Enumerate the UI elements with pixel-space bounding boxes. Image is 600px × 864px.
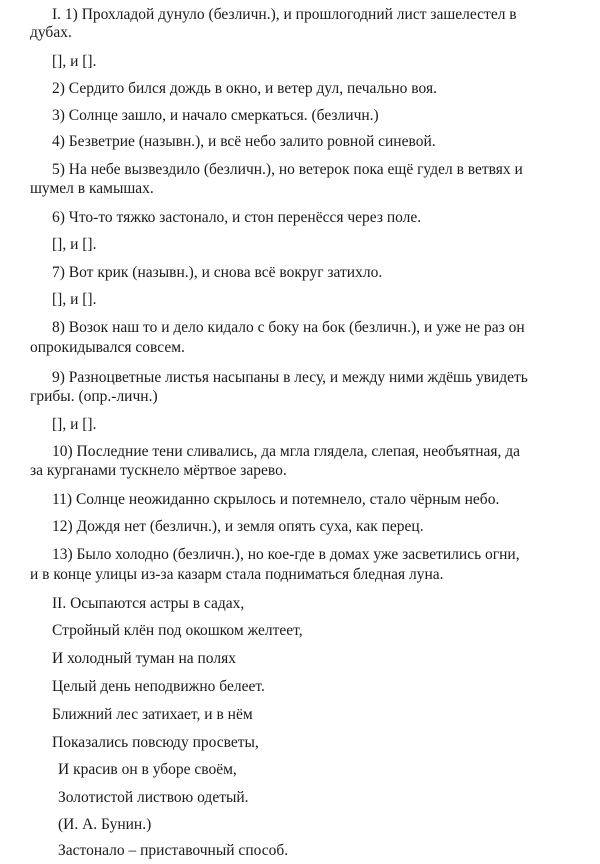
scheme-line: [], и []. (52, 291, 97, 308)
scheme-line: [], и []. (52, 236, 97, 253)
poem-line: II. Осыпаются астры в садах, (52, 595, 245, 612)
sentence-11: 11) Солнце неожиданно скрылось и потемнело, стало чёрным небо. (52, 491, 500, 508)
poem-line: И холодный туман на полях (52, 650, 236, 667)
poem-line: И красив он в уборе своём, (58, 761, 237, 778)
sentence-8-cont: опрокидывался совсем. (30, 339, 185, 356)
poem-line: Показались повсюду просветы, (52, 734, 259, 751)
poem-line: Стройный клён под окошком желтеет, (52, 622, 303, 639)
sentence-2: 2) Сердито бился дождь в окно, и ветер дул, печально воя. (52, 80, 437, 97)
sentence-1-cont: дубах. (30, 24, 72, 41)
poem-line: Ближний лес затихает, и в нём (52, 706, 253, 723)
sentence-4: 4) Безветрие (назывн.), и всё небо залито ровной синевой. (52, 133, 436, 150)
sentence-3: 3) Солнце зашло, и начало смеркаться. (безличн.) (52, 107, 379, 124)
sentence-9-cont: грибы. (опр.-личн.) (30, 388, 158, 405)
sentence-12: 12) Дождя нет (безличн.), и земля опять суха, как перец. (52, 518, 424, 535)
sentence-8: 8) Возок наш то и дело кидало с боку на бок (безличн.), и уже не раз он (52, 319, 525, 336)
sentence-6: 6) Что-то тяжко застонало, и стон перенёсся через поле. (52, 209, 422, 226)
sentence-1: I. 1) Прохладой дунуло (безличн.), и прошлогодний лист зашелестел в (52, 6, 517, 23)
scheme-line: [], и []. (52, 53, 97, 70)
sentence-10: 10) Последние тени сливались, да мгла глядела, слепая, необъятная, да (52, 443, 521, 460)
sentence-5: 5) На небе вызвездило (безличн.), но ветерок пока ещё гудел в ветвях и (52, 161, 523, 178)
sentence-13-cont: и в конце улицы из-за казарм стала подниматься бледная луна. (30, 566, 444, 583)
scheme-line: [], и []. (52, 416, 97, 433)
poem-line: Целый день неподвижно белеет. (52, 678, 265, 695)
sentence-7: 7) Вот крик (назывн.), и снова всё вокруг затихло. (52, 264, 383, 281)
sentence-13: 13) Было холодно (безличн.), но кое-где в домах уже засветились огни, (52, 546, 520, 563)
poem-line: Золотистой листвою одетый. (58, 789, 249, 806)
sentence-10-cont: за курганами тускнело мёртвое зарево. (30, 462, 287, 479)
poem-author: (И. А. Бунин.) (58, 816, 152, 833)
sentence-9: 9) Разноцветные листья насыпаны в лесу, и между ними ждёшь увидеть (52, 369, 528, 386)
sentence-5-cont: шумел в камышах. (30, 180, 154, 197)
word-formation-note: Застонало – приставочный способ. (58, 842, 289, 859)
